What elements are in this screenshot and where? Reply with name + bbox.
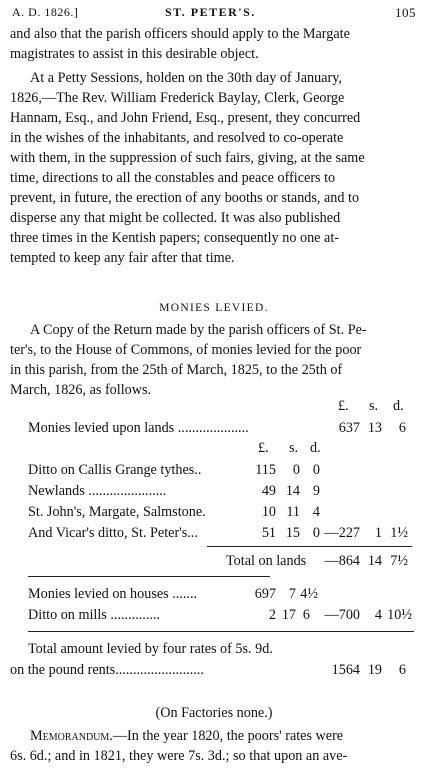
cell-pounds: 115 <box>255 462 276 478</box>
grand-total-pence: 6 <box>398 662 406 678</box>
sum-rule <box>207 546 412 547</box>
houses-mills-total-shillings: 4 <box>374 607 382 623</box>
col-head-pence: d. <box>393 398 404 414</box>
paragraph-line: disperse any that might be collected. It was also published <box>10 210 341 226</box>
cell-pence: 9 <box>312 483 320 499</box>
paragraph-line: ter's, to the House of Commons, of monies levied for the poor <box>10 342 362 358</box>
paragraph-line: prevent, in future, the erection of any booths or stands, and to <box>10 190 360 206</box>
cell-pounds: 637 <box>338 420 360 436</box>
cell-pence: 6 <box>302 607 310 623</box>
cell-shillings: 14 <box>285 483 300 499</box>
paragraph-line: three times in the Kentish papers; consequently no one at- <box>10 230 339 246</box>
section-heading: MONIES LEVIED. <box>159 302 269 314</box>
paragraph-line: Hannam, Esq., and John Friend, Esq., present, they concurred <box>10 110 361 126</box>
cell-pence: 0 <box>312 462 320 478</box>
table-row-label: Newlands ...................... <box>28 483 167 499</box>
total-lands-shillings: 14 <box>367 553 382 569</box>
intro-line: and also that the parish officers should apply to the Margate <box>10 26 350 42</box>
grand-total-pounds: 1564 <box>331 662 360 678</box>
houses-mills-total-pence: 10½ <box>387 607 412 623</box>
memorandum-line <box>30 726 343 746</box>
table-row-label: Monies levied on houses ....... <box>28 586 198 602</box>
cell-pence: 6 <box>398 420 406 436</box>
cell-pence: 4½ <box>300 586 318 602</box>
paragraph-line: March, 1826, as follows. <box>10 382 152 398</box>
memorandum-text: —In the year 1820, the poors' rates were <box>112 728 344 744</box>
header-title: ST. PETER'S. <box>165 5 256 19</box>
cell-shillings: 7 <box>288 586 296 602</box>
table-row-label: Ditto on mills .............. <box>28 607 161 623</box>
cell-pounds: 697 <box>254 586 276 602</box>
inner-col-head-pence: d. <box>310 440 321 456</box>
paragraph-line: At a Petty Sessions, holden on the 30th day of January, <box>30 70 342 86</box>
cell-shillings: 15 <box>285 525 300 541</box>
cell-shillings: 11 <box>286 504 300 520</box>
subtotal-pence: 1½ <box>390 525 408 541</box>
houses-mills-total-pounds: —700 <box>324 607 360 623</box>
table-row-label: And Vicar's ditto, St. Peter's... <box>28 525 198 541</box>
intro-line: magistrates to assist in this desirable object. <box>10 46 259 62</box>
grand-total-shillings: 19 <box>367 662 382 678</box>
inner-col-head-shillings: s. <box>289 440 299 456</box>
table-row-label: Ditto on Callis Grange tythes.. <box>28 462 202 478</box>
section-rule <box>28 631 414 632</box>
inner-col-head-pounds: £. <box>258 440 269 456</box>
memorandum-line: 6s. 6d.; and in 1821, they were 7s. 3d.; so that upon an ave- <box>10 748 348 764</box>
cell-pounds: 49 <box>261 483 276 499</box>
total-lands-pounds: —864 <box>324 553 360 569</box>
subtotal-pounds: —227 <box>324 525 360 541</box>
table-row-label: Monies levied upon lands .................... <box>28 420 249 436</box>
memorandum-label: Memorandum. <box>30 728 113 744</box>
page-number: 105 <box>395 5 416 20</box>
total-lands-label: Total on lands <box>226 553 307 569</box>
total-lands-pence: 7½ <box>390 553 408 569</box>
cell-pence: 0 <box>312 525 320 541</box>
paragraph-line: tempted to keep any fair after that time. <box>10 250 235 266</box>
paragraph-line: in this parish, from the 25th of March, 1825, to the 25th of <box>10 362 343 378</box>
paragraph-line: in the wishes of the inhabitants, and resolved to co-operate <box>10 130 344 146</box>
factories-note: (On Factories none.) <box>155 705 273 721</box>
paragraph-line: with them, in the suppression of such fairs, giving, at the same <box>10 150 365 166</box>
cell-pounds: 2 <box>268 607 276 623</box>
cell-shillings: 17 <box>281 607 296 623</box>
paragraph-line: 1826,—The Rev. William Frederick Baylay, Clerk, George <box>10 90 345 106</box>
cell-shillings: 13 <box>367 420 382 436</box>
cell-pence: 4 <box>312 504 320 520</box>
grand-total-label: Total amount levied by four rates of 5s. 9d. <box>28 641 273 657</box>
paragraph-line: time, directions to all the constables and peace officers to <box>10 170 336 186</box>
header-date: A. D. 1826.] <box>12 5 79 19</box>
cell-pounds: 10 <box>261 504 276 520</box>
grand-total-label: on the pound rents......................... <box>10 662 204 678</box>
paragraph-line: A Copy of the Return made by the parish officers of St. Pe- <box>30 322 367 338</box>
col-head-shillings: s. <box>369 398 379 414</box>
table-row-label: St. John's, Margate, Salmstone. <box>28 504 206 520</box>
cell-shillings: 0 <box>292 462 300 478</box>
col-head-pounds: £. <box>338 398 349 414</box>
subtotal-shillings: 1 <box>374 525 382 541</box>
section-rule <box>28 576 270 577</box>
cell-pounds: 51 <box>261 525 276 541</box>
